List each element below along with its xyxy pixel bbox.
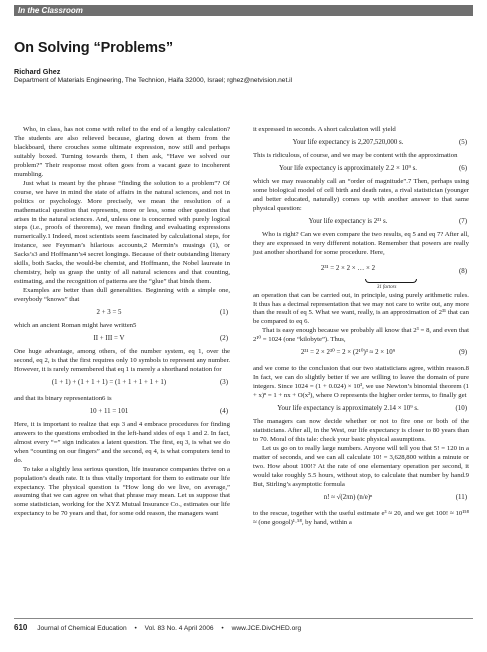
journal-volume: Vol. 83 No. 4 April 2006 (144, 625, 214, 632)
equation-5 (253, 135, 469, 152)
equation-number: (2) (219, 335, 228, 343)
equation-number: (1) (219, 309, 228, 317)
paragraph: That is easy enough because we probably all know that 2³ = 8, and even that 2¹⁰ = 1024 (one “kilobyte”). Thus, (253, 327, 469, 344)
equation-number: (10) (455, 405, 467, 413)
page-number: 610 (14, 623, 28, 632)
equation-10 (253, 401, 469, 418)
equation-number: (9) (458, 349, 467, 357)
author-name: Richard Ghez (14, 67, 61, 76)
right-column (253, 126, 469, 528)
equation-expression: 2³¹ = 2 × 2 × … × 2 (320, 264, 376, 272)
paragraph: The managers can now decide whether or not to fire one or both of the statisticians. After all, in the West, our life expectancy is closer to 80 years than to 70. Moral of this tale: check your basic physical assumptions. (253, 418, 469, 444)
equation-number: (7) (458, 217, 467, 225)
equation-8 (253, 258, 469, 292)
equation-number: (6) (458, 164, 467, 172)
journal-name: Journal of Chemical Education (37, 625, 127, 632)
left-column (14, 126, 230, 519)
paragraph: which an ancient Roman might have written5 (14, 322, 137, 330)
equation-2 (14, 331, 230, 348)
equation-expression: Your life expectancy is 2³¹ s. (308, 217, 388, 225)
equation-expression: Your life expectancy is 2,207,520,000 s. (292, 138, 404, 146)
equation-9 (253, 345, 469, 365)
equation-number: (11) (455, 493, 467, 501)
article-title: On Solving “Problems” (14, 40, 174, 56)
paragraph: Who, in class, has not come with relief to the end of a lengthy calculation? The students are also relieved because, glaring down at them from the blackboard, there crouches some ultimate expression, now still and perhaps suitably boxed. Turning towards them, I then ask, “Have we solved our problem?” Their response most often goes from a vacant gaze to incoherent mumbling. (14, 126, 230, 178)
equation-6 (253, 161, 469, 178)
author-affiliation: Department of Materials Engineering, The Technion, Haifa 32000, Israel; rghez@netvision.net.il (14, 77, 293, 84)
underbrace (365, 279, 417, 283)
equation-number: (5) (458, 138, 467, 146)
underbrace-label: 31 factors (377, 284, 397, 290)
footer-separator: • (221, 625, 224, 632)
paragraph: and that its binary representation6 is (14, 394, 112, 402)
equation-number: (8) (458, 267, 467, 275)
equation-expression: 2³¹ = 2 × 2³⁰ = 2 × (2¹⁰)³ ≈ 2 × 10⁹ (300, 349, 396, 357)
equation-7 (253, 214, 469, 231)
equation-expression: (1 + 1) + (1 + 1 + 1) = (1 + 1 + 1 + 1 + 1) (51, 378, 167, 386)
paragraph: to the rescue, together with the useful estimate e³ ≈ 20, and we get 100! ≈ 10¹⁵⁸ ≈ (one googol)¹·⁵⁸, by hand, within a (253, 509, 469, 526)
footer-separator: • (134, 625, 137, 632)
equation-4 (14, 404, 230, 421)
paragraph: it expressed in seconds. A short calculation will yield (253, 126, 396, 133)
equation-number: (4) (219, 407, 228, 415)
paragraph: Who is right? Can we even compare the two results, eq 5 and eq 7? After all, they are expressed in very different notation. Remember that powers are really just another shorthand for some procedure. Here, (253, 230, 469, 256)
equation-expression: 2 + 3 = 5 (96, 309, 122, 317)
paragraph: and we come to the conclusion that our two statisticians agree, within reason.8 In fact, we can do slightly better if we are willing to leave the domain of pure integers. Since 1024 = (1 + 0.024) × 10³, we use Newton’s binomial theorem (1 + x)ⁿ = 1 + nx + O(x²), where O represents the higher order terms, to finally get (253, 365, 469, 400)
paragraph: Let us go on to really large numbers. Anyone will tell you that 5! = 120 in a matter of seconds, and we can all calculate 10! = 3,628,800 within a minute or two. How about 100!? At the rate of one elementary operation per second, it would take roughly 5.5 hours, without stop, to calculate that number by hand.9 But, Stirling’s asymptotic formula (253, 444, 469, 488)
paragraph: Just what is meant by the phrase “finding the solution to a problem”? Of course, we have in mind the state of affairs in the natural sciences, and not in politics or psychology. More precisely, we mean the resolution of a mathematical question that represents, more or less, some other question that arises in the natural sciences. And, unless one is concerned with purely logical steps (i.e., proofs of theorems), we mean finding and evaluating expressions numerically.1 Indeed, most scientists seem fascinated by calculational steps, for instance, see Feynman’s hilarious accounts,2 Mermin’s musings (1), or Sacks’s3 and Hoffmann’s4 secret longings. Because of their outstanding literary skills, both Sacks, the would-be chemist, and Hoffmann, the Nobel laureate in chemistry, help us grasp the unity of all natural sciences and that counting, estimating, and the recognition of patterns are the “glue” that binds them. (14, 179, 230, 286)
equation-1 (14, 305, 230, 322)
page-footer (14, 623, 301, 632)
paragraph: an operation that can be carried out, in principle, using purely arithmetic rules. It thus has a decimal representation that we may not care to write out, any more than the result of eq 5. What we want, really, is an approximation of 2³¹ that can be compared to eq 6. (253, 291, 469, 326)
equation-3 (14, 375, 230, 395)
equation-expression: II + III = V (93, 335, 125, 343)
equation-expression: 10 + 11 = 101 (89, 407, 129, 415)
equation-expression: Your life expectancy is approximately 2.2 × 10⁹ s. (278, 164, 417, 172)
paragraph: which we may reasonably call an “order of magnitude”.7 Then, perhaps using some biological model of cell birth and death rates, a rival statistician (younger and better educated, naturally) comes up with another answer to that same physical question: (253, 177, 469, 212)
paragraph: This is ridiculous, of course, and we may be content with the approximation (253, 151, 458, 159)
equation-number: (3) (219, 378, 228, 386)
journal-url[interactable]: www.JCE.DivCHED.org (231, 625, 302, 632)
section-label-bar: In the Classroom (14, 5, 473, 16)
footer-rule (14, 618, 473, 619)
equation-expression: n! ≈ √(2πn) (n/e)ⁿ (323, 493, 373, 501)
paragraph: Examples are better than dull generalities. Beginning with a simple one, everybody “knows” that (14, 287, 230, 304)
equation-11 (253, 490, 469, 510)
paragraph: Here, it is important to realize that eqs 3 and 4 embrace procedures for finding answers to the questions embodied in the left-hand sides of eqs 1 and 2. In fact, almost every “=” sign indicates a latent question. The first, eq 3, is what we do when “counting on our fingers” and the second, eq 4, is what computers tend to do. (14, 420, 230, 464)
paragraph: One huge advantage, among others, of the number system, eq 1, over the second, eq 2, is that the first requires only 10 symbols to represent any number. However, it is rarely remembered that eq 1 is merely a shorthand notation for (14, 348, 230, 373)
equation-expression: Your life expectancy is approximately 2.14 × 10⁹ s. (277, 405, 419, 413)
paragraph: To take a slightly less serious question, life insurance companies thrive on a population’s death rate. It is thus vitally important for them to estimate our life expectancy. The physical question is “How long do we live, on average,” assuming that we can agree on what that phrase may mean. Let us suppose that some statistician, working for the XYZ Mutual Insurance Co., estimates our life expectancy to be 70 years and that, for some odd reason, the managers want (14, 465, 230, 518)
